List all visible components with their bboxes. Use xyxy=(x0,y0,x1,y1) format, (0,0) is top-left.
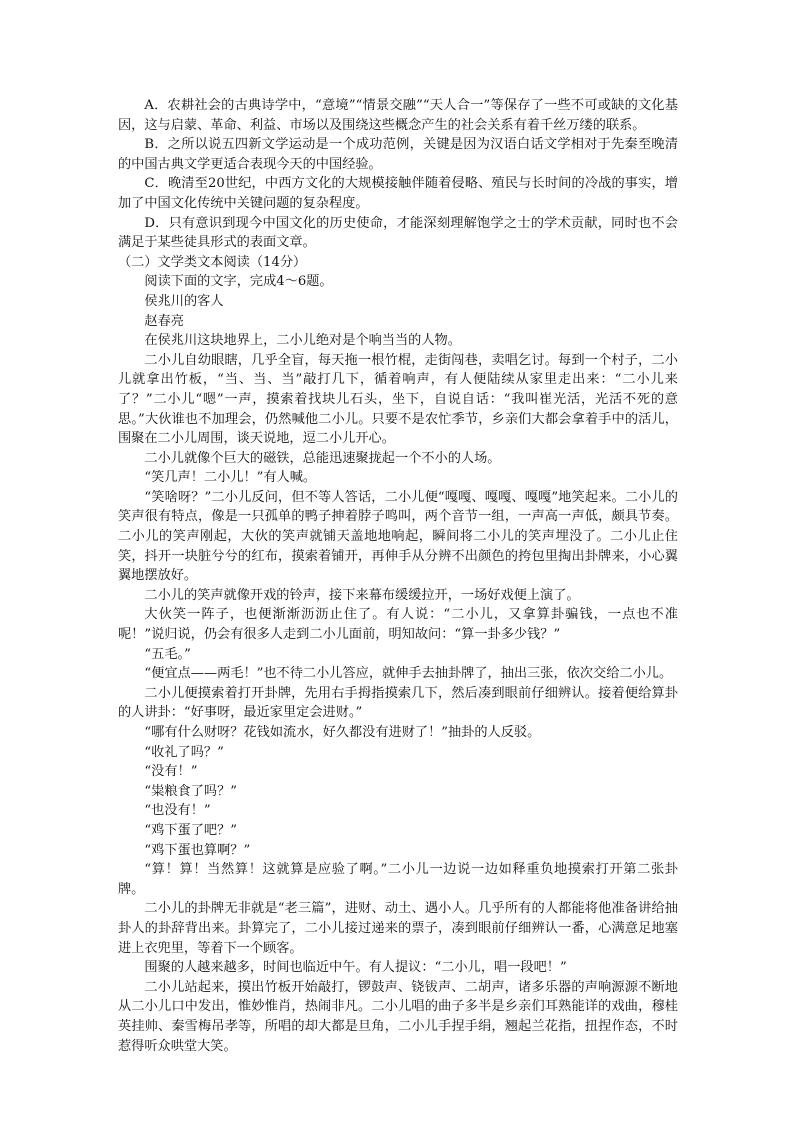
paragraph: 二小儿的卦牌无非就是“老三篇”，进财、动土、遇小人。几乎所有的人都能将他准备讲给抽卦人的卦辞背出来。卦算完了，二小儿接过递来的票子，凑到眼前仔细辨认一番，心满意足地塞进上衣兜里，等着下一个顾客。 xyxy=(118,901,678,956)
paragraph: “算！算！当然算！这就算是应验了啊。”二小儿一边说一边如释重负地摸索打开第二张卦牌。 xyxy=(118,862,678,897)
paragraph: “笑啥呀？”二小儿反问，但不等人答话，二小儿便“嘎嘎、嘎嘎、嘎嘎”地笑起来。二小儿的笑声很有特点，像是一只孤单的鸭子抻着脖子鸣叫，两个音节一组，一声高一声低，颇具节奏。二小儿的笑声刚起，大伙的笑声就铺天盖地地响起，瞬间将二小儿的笑声埋没了。二小儿止住笑，抖开一块脏兮兮的红布，摸索着铺开，再伸手从分辨不出颜色的挎包里掏出卦牌来，小心翼翼地摆放好。 xyxy=(118,489,678,584)
paragraph: “也没有！” xyxy=(144,803,211,819)
paragraph: 二小儿的笑声就像开戏的铃声，接下来幕布缓缓拉开，一场好戏便上演了。 xyxy=(144,587,580,603)
paragraph: “没有！” xyxy=(144,764,198,780)
paragraph: “笑几声！二小儿！”有人喊。 xyxy=(144,470,317,486)
paragraph: 大伙笑一阵子，也便渐渐沥沥止住了。有人说：“二小儿，又拿算卦骗钱，一点也不准呢！”说归说，仍会有很多人走到二小儿面前，明知故问：“算一卦多少钱？” xyxy=(118,607,678,643)
paragraph: 围聚的人越来越多，时间也临近中午。有人提议：“二小儿，唱一段吧！” xyxy=(144,960,567,976)
paragraph: 二小儿自幼眼瞎，几乎全盲，每天拖一根竹棍，走街闯巷，卖唱乞讨。每到一个村子，二小儿就拿出竹板，“当、当、当”敲打几下，循着响声，有人便陆续从家里走出来：“二小儿来了？”二小儿“嗯”一声，摸索着找块儿石头，坐下，自说自话：“我叫崔光活，光活不死的意思。”大伙谁也不加理会，仍然喊他二小儿。只要不是农忙季节，乡亲们大都会拿着手中的活儿，围聚在二小儿周围，谈天说地，逗二小儿开心。 xyxy=(118,352,678,447)
paragraph: “鸡下蛋了吧？” xyxy=(144,822,237,838)
paragraph: “收礼了吗？” xyxy=(144,744,224,760)
paragraph: 二小儿就像个巨大的磁铁，总能迅速聚拢起一个不小的人场。 xyxy=(144,450,501,466)
paragraph: C．晚清至20世纪，中西方文化的大规模接触伴随着侵略、殖民与长时间的冷战的事实，增加了中国文化传统中关键问题的复杂程度。 xyxy=(118,176,678,211)
paragraph: 阅读下面的文字，完成4～6题。 xyxy=(144,274,333,290)
paragraph: 赵春亮 xyxy=(144,313,184,329)
paragraph: 二小儿站起来，摸出竹板开始敲打，锣鼓声、铙钹声、二胡声，诸多乐器的声响源源不断地从二小儿口中发出，惟妙惟肖，热闹非凡。二小儿唱的曲子多半是乡亲们耳熟能详的戏曲，穆桂英挂帅、秦雪梅吊孝等，所唱的却大都是旦角，二小儿手捏手绢，翘起兰花指，扭捏作态，不时惹得听众哄堂大笑。 xyxy=(118,979,678,1054)
paragraph: B．之所以说五四新文学运动是一个成功范例，关键是因为汉语白话文学相对于先秦至晚清的中国古典文学更适合表现今天的中国经验。 xyxy=(118,137,678,172)
paragraph: 在侯兆川这块地界上，二小儿绝对是个响当当的人物。 xyxy=(144,333,461,349)
paragraph: （二）文学类文本阅读（14分） xyxy=(118,254,307,270)
paragraph: D．只有意识到现今中国文化的历史使命，才能深刻理解饱学之士的学术贡献，同时也不会满足于某些徒具形式的表面文章。 xyxy=(118,215,678,251)
paragraph: “鸡下蛋也算啊？” xyxy=(144,842,251,858)
paragraph: “粜粮食了吗？” xyxy=(144,783,237,799)
paragraph: 侯兆川的客人 xyxy=(144,293,224,309)
paragraph: “五毛。” xyxy=(144,646,191,662)
paragraph: “哪有什么财呀？花钱如流水，好久都没有进财了！”抽卦的人反驳。 xyxy=(144,725,541,740)
paragraph: A．农耕社会的古典诗学中，“意境”“情景交融”“天人合一”等保存了一些不可或缺的文化基因，这与启蒙、革命、利益、市场以及围绕这些概念产生的社会关系有着千丝万缕的联系。 xyxy=(118,98,678,133)
paragraph: 二小儿便摸索着打开卦牌，先用右手拇指摸索几下，然后凑到眼前仔细辨认。接着便给算卦的人讲卦：“好事呀，最近家里定会进财。” xyxy=(118,685,678,721)
paragraph: “便宜点——两毛！”也不待二小儿答应，就伸手去抽卦牌了，抽出三张，依次交给二小儿。 xyxy=(144,666,673,682)
document-page xyxy=(118,96,678,1056)
